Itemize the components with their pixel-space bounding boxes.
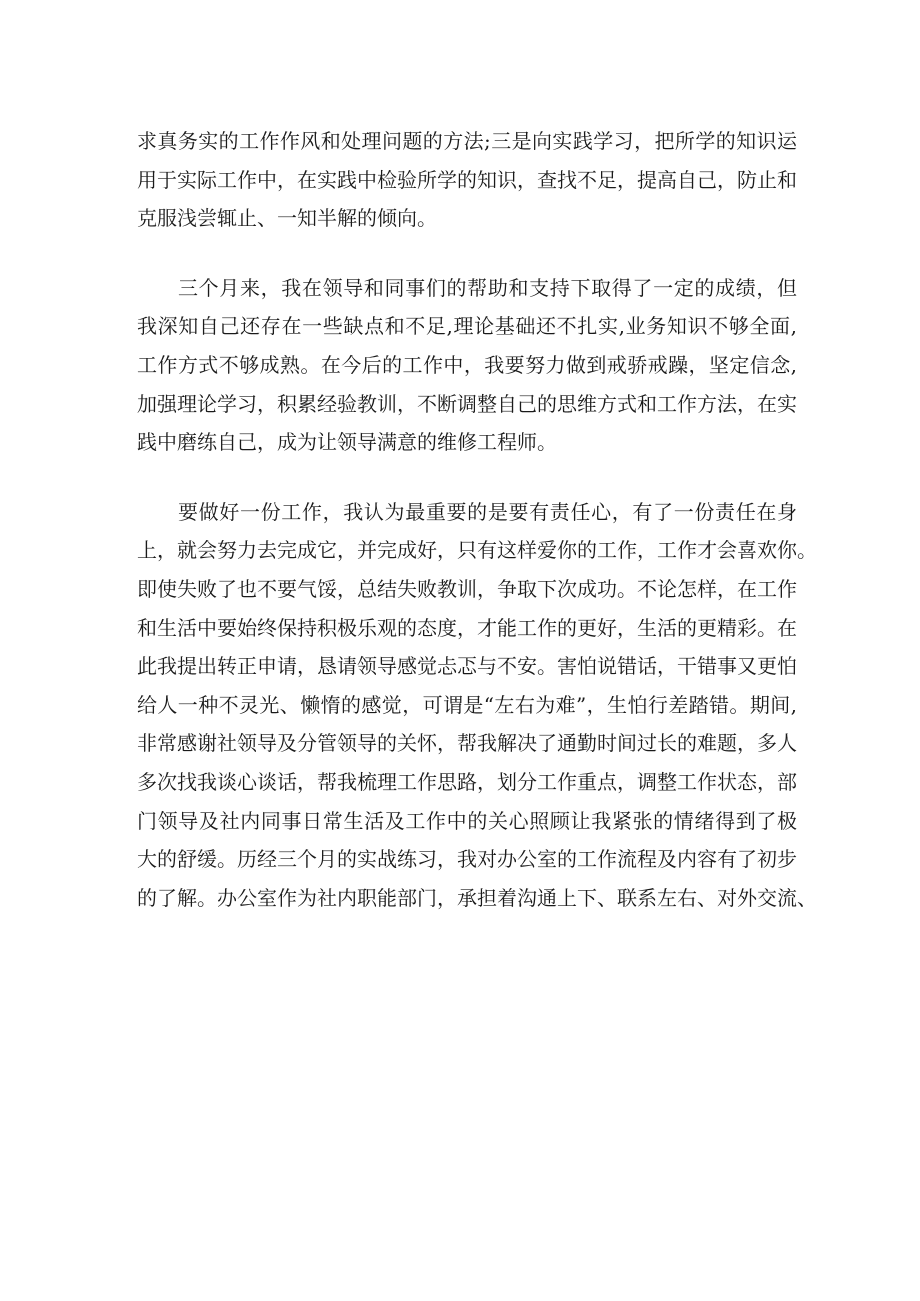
text-line: 和生活中要始终保持积极乐观的态度，才能工作的更好，生活的更精彩。在 <box>137 615 797 640</box>
text-line: 门领导及社内同事日常生活及工作中的关心照顾让我紧张的情绪得到了极 <box>137 808 797 833</box>
text-line: 的了解。办公室作为社内职能部门，承担着沟通上下、联系左右、对外交流、 <box>137 885 817 910</box>
paragraph-1 <box>137 122 797 238</box>
text-line: 要做好一份工作，我认为最重要的是要有责任心，有了一份责任在身 <box>178 499 797 524</box>
text-line: 用于实际工作中，在实践中检验所学的知识，查找不足，提高自己，防止和 <box>137 167 797 192</box>
text-line: 大的舒缓。历经三个月的实战练习，我对办公室的工作流程及内容有了初步 <box>137 847 797 872</box>
document-body <box>137 122 817 917</box>
paragraph-2 <box>137 269 797 462</box>
text-line: 工作方式不够成熟。在今后的工作中，我要努力做到戒骄戒躁，坚定信念, <box>137 352 797 377</box>
text-line: 此我提出转正申请，恳请领导感觉忐忑与不安。害怕说错话，干错事又更怕 <box>137 654 797 679</box>
text-line: 求真务实的工作作风和处理问题的方法;三是向实践学习，把所学的知识运 <box>137 129 797 153</box>
text-line: 三个月来，我在领导和同事们的帮助和支持下取得了一定的成绩，但 <box>178 275 797 300</box>
text-line: 践中磨练自己，成为让领导满意的维修工程师。 <box>137 430 557 455</box>
text-line: 我深知自己还存在一些缺点和不足,理论基础还不扎实,业务知识不够全面, <box>137 314 797 339</box>
text-line: 即使失败了也不要气馁，总结失败教训，争取下次成功。不论怎样，在工作 <box>137 576 797 601</box>
text-line: 非常感谢社领导及分管领导的关怀，帮我解决了通勤时间过长的难题，多人 <box>137 731 797 756</box>
paragraph-3 <box>137 493 817 918</box>
text-line: 多次找我谈心谈话，帮我梳理工作思路，划分工作重点，调整工作状态，部 <box>137 769 797 794</box>
text-line: 加强理论学习，积累经验教训，不断调整自己的思维方式和工作方法，在实 <box>137 391 797 416</box>
text-line: 上，就会努力去完成它，并完成好，只有这样爱你的工作，工作才会喜欢你。 <box>137 538 817 563</box>
text-line: 克服浅尝辄止、一知半解的倾向。 <box>137 206 437 231</box>
text-line: 给人一种不灵光、懒惰的感觉，可谓是“左右为难”，生怕行差踏错。期间, <box>137 692 797 717</box>
paragraph-gap <box>137 462 797 493</box>
paragraph-gap <box>137 238 797 269</box>
